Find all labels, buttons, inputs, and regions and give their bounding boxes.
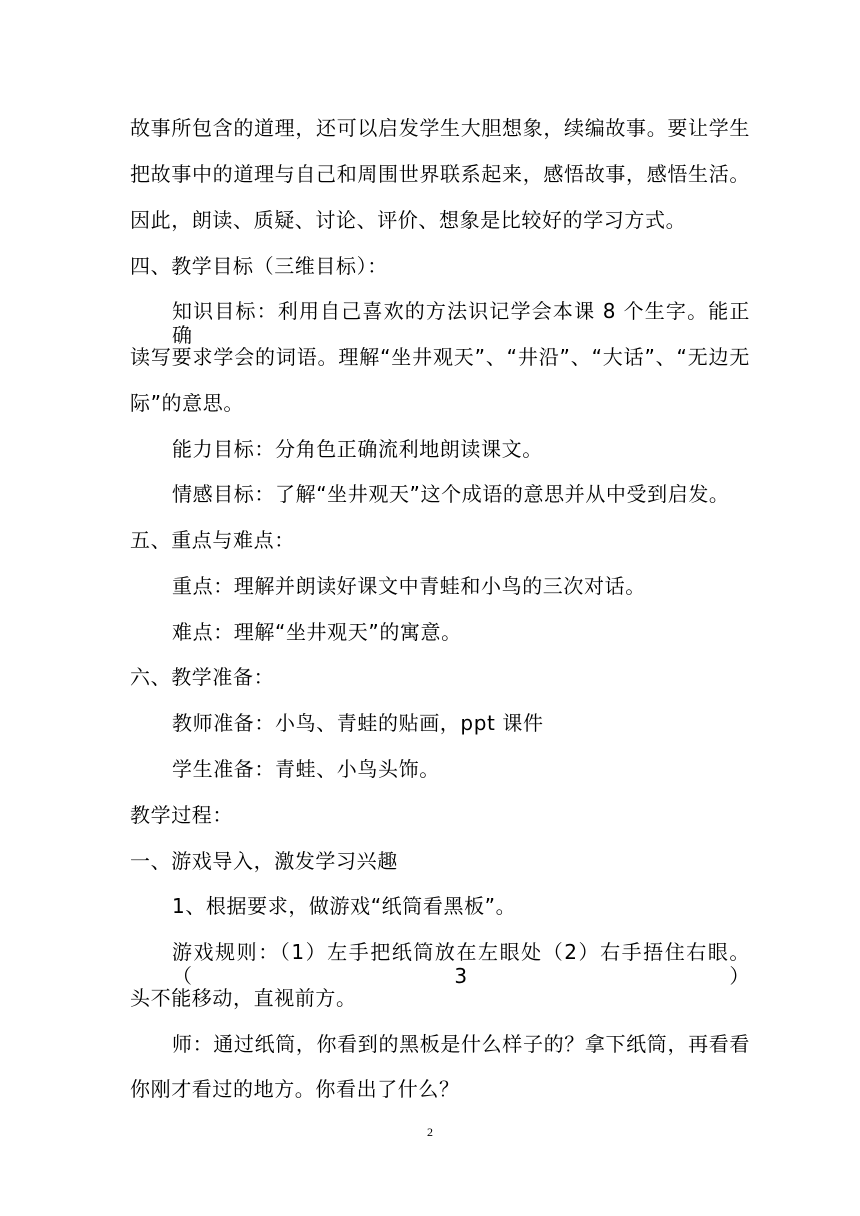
paragraph-line: 你刚才看过的地方。你看出了什么？ xyxy=(130,1077,460,1101)
paragraph-line: 重点：理解并朗读好课文中青蛙和小鸟的三次对话。 xyxy=(172,574,646,598)
paragraph-line: 能力目标：分角色正确流利地朗读课文。 xyxy=(172,437,543,461)
section-heading: 六、教学准备： xyxy=(130,665,275,689)
paragraph-line: 情感目标：了解“坐井观天”这个成语的意思并从中受到启发。 xyxy=(172,482,730,506)
paragraph-line: 头不能移动，直视前方。 xyxy=(130,986,357,1010)
paragraph-line: 游戏规则：（1）左手把纸筒放在左眼处（2）右手捂住右眼。（3） xyxy=(172,940,750,988)
paragraph-line: 知识目标：利用自己喜欢的方法识记学会本课 8 个生字。能正确 xyxy=(172,299,750,347)
paragraph-line: 学生准备：青蛙、小鸟头饰。 xyxy=(172,757,440,781)
paragraph-line: 因此，朗读、质疑、讨论、评价、想象是比较好的学习方式。 xyxy=(130,208,687,232)
paragraph-line: 读写要求学会的词语。理解“坐井观天”、“井沿”、“大话”、“无边无 xyxy=(130,345,750,369)
paragraph-line: 教师准备：小鸟、青蛙的贴画，ppt 课件 xyxy=(172,711,544,735)
paragraph-line: 师：通过纸筒，你看到的黑板是什么样子的？拿下纸筒，再看看 xyxy=(172,1032,750,1056)
section-heading: 教学过程： xyxy=(130,803,233,827)
section-heading: 一、游戏导入，激发学习兴趣 xyxy=(130,849,398,873)
paragraph-line: 1、根据要求，做游戏“纸筒看黑板”。 xyxy=(172,894,517,918)
paragraph-line: 把故事中的道理与自己和周围世界联系起来，感悟故事，感悟生活。 xyxy=(130,162,750,186)
page-number: 2 xyxy=(427,1125,433,1139)
paragraph-line: 难点：理解“坐井观天”的寓意。 xyxy=(172,620,462,644)
paragraph-line: 际”的意思。 xyxy=(130,391,244,415)
section-heading: 四、教学目标（三维目标）： xyxy=(130,254,388,278)
section-heading: 五、重点与难点： xyxy=(130,528,295,552)
paragraph-line: 故事所包含的道理，还可以启发学生大胆想象，续编故事。要让学生 xyxy=(130,116,750,140)
